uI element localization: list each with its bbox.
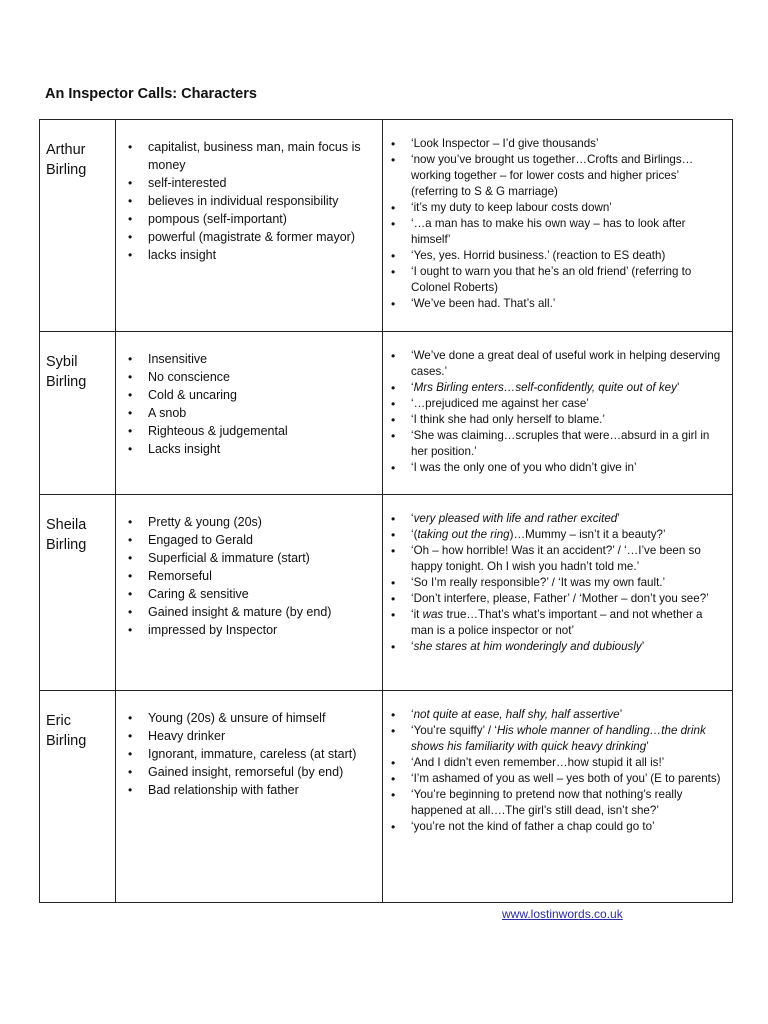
bullet-icon: • <box>391 349 396 363</box>
bullet-icon: • <box>128 783 133 797</box>
quote-text: ’ <box>646 740 649 753</box>
trait-text: Caring & sensitive <box>148 587 249 601</box>
trait-item <box>128 549 374 567</box>
quote-item <box>391 152 726 200</box>
traits-cell <box>116 691 383 903</box>
bullet-icon: • <box>128 515 133 529</box>
trait-item <box>128 709 374 727</box>
trait-item <box>128 513 374 531</box>
quote-item <box>391 428 726 460</box>
quote-item <box>391 216 726 248</box>
bullet-icon: • <box>128 194 133 208</box>
quotes-list <box>383 691 732 835</box>
trait-text: A snob <box>148 406 187 420</box>
quotes-list <box>383 495 732 655</box>
character-name: Sheila Birling <box>46 517 87 553</box>
bullet-icon: • <box>128 729 133 743</box>
bullet-icon: • <box>391 461 396 475</box>
trait-item <box>128 621 374 639</box>
quote-item <box>391 527 726 543</box>
bullet-icon: • <box>128 569 133 583</box>
quote-item <box>391 412 726 428</box>
bullet-icon: • <box>391 772 396 786</box>
quote-text: ‘ <box>411 512 414 525</box>
bullet-icon: • <box>128 212 133 226</box>
quote-text: ’ <box>641 640 645 653</box>
quotes-cell <box>383 495 733 691</box>
trait-text: Righteous & judgemental <box>148 424 288 438</box>
trait-item <box>128 404 374 422</box>
bullet-icon: • <box>128 352 133 366</box>
quote-text: ‘now you’ve brought us together…Crofts and Birlings…working together – for lower costs and higher prices’ (referring to S & G marriage) <box>411 153 694 198</box>
bullet-icon: • <box>391 576 396 590</box>
bullet-icon: • <box>391 201 396 215</box>
quote-item <box>391 639 726 655</box>
quote-text: ‘…a man has to make his own way – has to look after himself’ <box>411 217 686 246</box>
quote-text: ‘…prejudiced me against her case’ <box>411 397 589 410</box>
trait-text: Remorseful <box>148 569 212 583</box>
traits-list <box>116 120 382 264</box>
quote-text: true…That’s what’s important – and not whether a man is a police inspector or not’ <box>411 608 703 637</box>
bullet-icon: • <box>128 140 133 154</box>
bullet-icon: • <box>391 592 396 606</box>
bullet-icon: • <box>128 605 133 619</box>
bullet-icon: • <box>128 623 133 637</box>
quote-item <box>391 200 726 216</box>
trait-text: Insensitive <box>148 352 208 366</box>
quote-text: ‘ <box>411 381 414 394</box>
trait-text: pompous (self-important) <box>148 212 287 226</box>
bullet-icon: • <box>391 708 396 722</box>
bullet-icon: • <box>128 176 133 190</box>
quote-text: she stares at him wonderingly and dubiously <box>413 640 642 653</box>
bullet-icon: • <box>391 137 396 151</box>
trait-item <box>128 368 374 386</box>
character-row <box>40 332 733 495</box>
bullet-icon: • <box>128 406 133 420</box>
trait-text: lacks insight <box>148 248 217 262</box>
quote-text: ‘I ought to warn you that he’s an old friend’ (referring to Colonel Roberts) <box>411 265 692 294</box>
quote-text: )…Mummy – isn’t it a beauty?’ <box>509 528 666 541</box>
bullet-icon: • <box>128 587 133 601</box>
quote-text: not quite at ease, half shy, half assertive <box>413 708 620 721</box>
bullet-icon: • <box>391 756 396 770</box>
trait-text: Engaged to Gerald <box>148 533 253 547</box>
traits-list <box>116 691 382 799</box>
character-name-cell <box>40 495 116 691</box>
trait-text: Bad relationship with father <box>148 783 299 797</box>
trait-text: Superficial & immature (start) <box>148 551 310 565</box>
trait-text: Gained insight & mature (by end) <box>148 605 332 619</box>
quote-text: taking out the ring <box>417 528 510 541</box>
trait-text: Ignorant, immature, careless (at start) <box>148 747 357 761</box>
quotes-cell <box>383 332 733 495</box>
trait-text: powerful (magistrate & former mayor) <box>148 230 356 244</box>
quote-item <box>391 136 726 152</box>
quote-text: Mrs Birling enters…self-confidently, quite out of key <box>413 381 677 394</box>
quote-item <box>391 707 726 723</box>
bullet-icon: • <box>391 528 396 542</box>
character-row <box>40 120 733 332</box>
bullet-icon: • <box>391 217 396 231</box>
quote-text: ‘I’m ashamed of you as well – yes both of you’ (E to parents) <box>411 772 721 785</box>
trait-item <box>128 531 374 549</box>
quote-text: ’ <box>676 381 680 394</box>
trait-text: Cold & uncaring <box>148 388 237 402</box>
bullet-icon: • <box>391 512 396 526</box>
quote-text: ‘ <box>411 708 414 721</box>
bullet-icon: • <box>128 230 133 244</box>
trait-item <box>128 585 374 603</box>
footer-link[interactable]: www.lostinwords.co.uk <box>502 907 623 921</box>
trait-item <box>128 745 374 763</box>
quote-text: ‘So I’m really responsible?’ / ‘It was my own fault.’ <box>411 576 666 589</box>
quote-text: His whole manner of handling…the drink shows his familiarity with quick heavy drinking <box>411 724 706 753</box>
quote-text: ‘you’re not the kind of father a chap could go to’ <box>411 820 655 833</box>
trait-text: self-interested <box>148 176 227 190</box>
quote-text: ‘Yes, yes. Horrid business.’ (reaction to ES death) <box>411 249 666 262</box>
bullet-icon: • <box>391 788 396 802</box>
trait-item <box>128 763 374 781</box>
trait-item <box>128 246 374 264</box>
character-name: Eric Birling <box>46 713 87 749</box>
trait-item <box>128 386 374 404</box>
trait-item <box>128 174 374 192</box>
trait-item <box>128 228 374 246</box>
trait-text: believes in individual responsibility <box>148 194 339 208</box>
trait-item <box>128 422 374 440</box>
bullet-icon: • <box>128 248 133 262</box>
bullet-icon: • <box>128 533 133 547</box>
quote-text: very pleased with life and rather excited <box>413 512 618 525</box>
trait-text: No conscience <box>148 370 230 384</box>
character-name: Arthur Birling <box>46 142 87 178</box>
bullet-icon: • <box>391 381 396 395</box>
quotes-list <box>383 332 732 476</box>
traits-cell <box>116 332 383 495</box>
character-name-cell <box>40 120 116 332</box>
quote-text: ’ <box>619 708 623 721</box>
trait-item <box>128 192 374 210</box>
trait-item <box>128 603 374 621</box>
bullet-icon: • <box>391 249 396 263</box>
trait-item <box>128 210 374 228</box>
bullet-icon: • <box>391 297 396 311</box>
bullet-icon: • <box>391 724 396 738</box>
bullet-icon: • <box>128 424 133 438</box>
trait-text: impressed by Inspector <box>148 623 278 637</box>
trait-text: capitalist, business man, main focus is money <box>148 140 361 172</box>
bullet-icon: • <box>391 153 396 167</box>
trait-item <box>128 138 374 174</box>
quote-text: ‘( <box>411 528 418 541</box>
quotes-cell <box>383 691 733 903</box>
quote-item <box>391 787 726 819</box>
quote-item <box>391 396 726 412</box>
quote-text: ‘She was claiming…scruples that were…absurd in a girl in her position.’ <box>411 429 710 458</box>
bullet-icon: • <box>391 429 396 443</box>
bullet-icon: • <box>128 765 133 779</box>
bullet-icon: • <box>391 544 396 558</box>
quote-text: ‘We’ve been had. That’s all.’ <box>411 297 556 310</box>
quote-item <box>391 575 726 591</box>
trait-text: Lacks insight <box>148 442 221 456</box>
bullet-icon: • <box>391 640 396 654</box>
trait-text: Pretty & young (20s) <box>148 515 262 529</box>
trait-text: Young (20s) & unsure of himself <box>148 711 326 725</box>
quote-item <box>391 819 726 835</box>
quote-item <box>391 348 726 380</box>
quote-text: ‘Oh – how horrible! Was it an accident?’ / ‘…I’ve been so happy tonight. Oh I wish you hadn’t told me.’ <box>411 544 701 573</box>
quote-item <box>391 264 726 296</box>
quote-item <box>391 723 726 755</box>
quote-text: ‘Don’t interfere, please, Father’ / ‘Mother – don’t you see?’ <box>411 592 709 605</box>
quote-text: ‘ <box>411 640 414 653</box>
traits-cell <box>116 120 383 332</box>
quote-text: ‘And I didn’t even remember…how stupid it all is!’ <box>411 756 665 769</box>
quote-text: ‘You’re squiffy’ / ‘ <box>411 724 497 737</box>
bullet-icon: • <box>391 397 396 411</box>
trait-item <box>128 350 374 368</box>
quote-item <box>391 755 726 771</box>
page-title: An Inspector Calls: Characters <box>45 86 257 102</box>
bullet-icon: • <box>128 370 133 384</box>
quote-text: ‘We’ve done a great deal of useful work in helping deserving cases.’ <box>411 349 721 378</box>
quote-text: ‘I was the only one of you who didn’t give in’ <box>411 461 637 474</box>
trait-item <box>128 727 374 745</box>
traits-cell <box>116 495 383 691</box>
bullet-icon: • <box>128 442 133 456</box>
bullet-icon: • <box>128 711 133 725</box>
character-name-cell <box>40 332 116 495</box>
bullet-icon: • <box>391 265 396 279</box>
trait-text: Gained insight, remorseful (by end) <box>148 765 344 779</box>
quotes-list <box>383 120 732 312</box>
trait-item <box>128 567 374 585</box>
character-name: Sybil Birling <box>46 354 87 390</box>
quote-text: was <box>422 608 444 621</box>
quote-item <box>391 296 726 312</box>
quote-text: ‘it <box>411 608 423 621</box>
quote-text: ‘I think she had only herself to blame.’ <box>411 413 605 426</box>
quotes-cell <box>383 120 733 332</box>
traits-list <box>116 495 382 639</box>
quote-item <box>391 591 726 607</box>
quote-text: ‘You’re beginning to pretend now that nothing’s really happened at all….The girl’s still dead, isn’t she?’ <box>411 788 683 817</box>
bullet-icon: • <box>391 608 396 622</box>
bullet-icon: • <box>391 413 396 427</box>
characters-table <box>39 119 733 903</box>
trait-text: Heavy drinker <box>148 729 226 743</box>
quote-item <box>391 460 726 476</box>
bullet-icon: • <box>128 551 133 565</box>
bullet-icon: • <box>391 820 396 834</box>
quote-item <box>391 607 726 639</box>
trait-item <box>128 781 374 799</box>
quote-text: ‘it’s my duty to keep labour costs down’ <box>411 201 612 214</box>
character-row <box>40 495 733 691</box>
character-row <box>40 691 733 903</box>
trait-item <box>128 440 374 458</box>
quote-item <box>391 380 726 396</box>
character-name-cell <box>40 691 116 903</box>
quote-item <box>391 511 726 527</box>
traits-list <box>116 332 382 458</box>
quote-text: ‘Look Inspector – I’d give thousands’ <box>411 137 599 150</box>
bullet-icon: • <box>128 747 133 761</box>
quote-item <box>391 248 726 264</box>
quote-item <box>391 771 726 787</box>
quote-text: ’ <box>617 512 620 525</box>
bullet-icon: • <box>128 388 133 402</box>
quote-item <box>391 543 726 575</box>
